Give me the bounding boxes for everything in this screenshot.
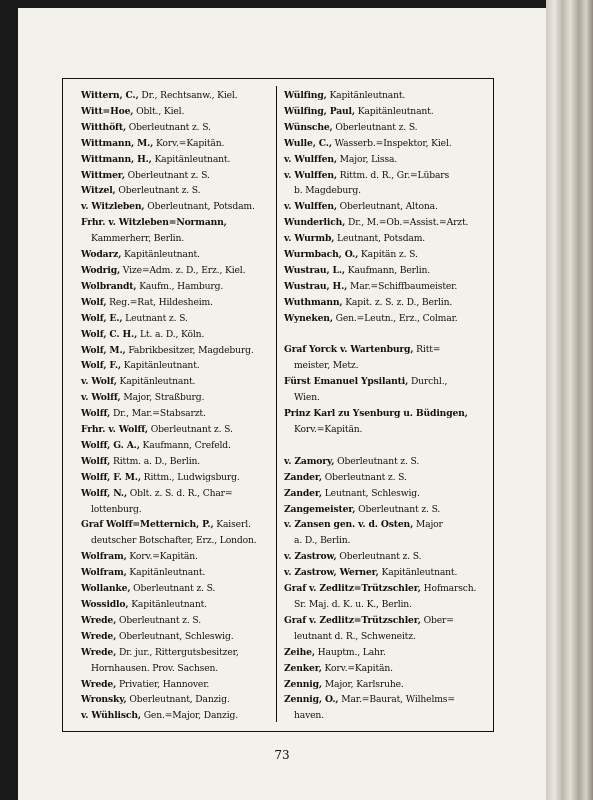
entry-name: Wolf, F., (81, 360, 121, 372)
entry-details: Major, Lissa. (336, 153, 398, 165)
entry-details: Privatier, Hannover. (116, 678, 210, 690)
entry-name: Frhr. v. Witzleben=Normann, (81, 217, 227, 229)
entry-name: v. Wurmb, (284, 233, 335, 245)
entry-details: Oberleutnant z. S. (321, 471, 407, 483)
entry-name: Wittmer, (81, 169, 125, 181)
entry-details: Oberleutnant z. S. (336, 551, 422, 563)
name-entry (284, 486, 484, 502)
name-entry (81, 422, 273, 438)
name-entry (81, 343, 273, 359)
entry-name: Wülfing, Paul, (284, 105, 355, 117)
entry-name: Wyneken, (284, 312, 333, 324)
name-entry (284, 311, 484, 327)
entry-name: Wolff, (81, 408, 111, 420)
entry-details: Kapitän z. S. (358, 249, 418, 261)
entry-name: v. Witzleben, (81, 201, 145, 213)
name-entry (81, 517, 273, 533)
name-entry (284, 168, 484, 184)
entry-details: Oberleutnant, Danzig. (126, 694, 230, 706)
entry-details: Kapitänleutnant. (126, 567, 206, 579)
entry-name: Zander, (284, 471, 322, 483)
entry-continuation: a. D., Berlin. (294, 535, 351, 547)
entry-name: Graf Wolff=Metternich, P., (81, 519, 214, 531)
entry-details: Dr., Mar.=Stabsarzt. (110, 408, 206, 420)
entry-name: Wittern, C., (81, 90, 139, 101)
entry-name: Witthöft, (81, 121, 126, 133)
name-entry (81, 279, 273, 295)
name-entry (81, 199, 273, 215)
entry-name: Zennig, O., (284, 694, 339, 706)
left-column (81, 88, 273, 724)
entry-details: Oberleutnant z. S. (126, 121, 211, 133)
name-entry (81, 374, 273, 390)
entry-name: Witzel, (81, 185, 116, 197)
entry-name: Wossidlo, (81, 599, 129, 610)
entry-name: Wustrau, L., (284, 264, 345, 276)
entry-details: Oblt. z. S. d. R., Char= (127, 487, 233, 499)
entry-name: Wuthmann, (284, 296, 343, 308)
name-entry (284, 517, 484, 533)
entry-name: Wolff, F. M., (81, 471, 141, 483)
name-entry (284, 152, 484, 168)
name-entry (81, 692, 273, 708)
entry-name: Wodrig, (81, 264, 121, 276)
name-entry (81, 549, 273, 565)
entry-name: v. Wühlisch, (81, 710, 141, 722)
name-entry (81, 454, 273, 470)
page-number: 73 (274, 748, 290, 762)
entry-details: Oberleutnant z. S. (147, 424, 233, 436)
entry-details: Oblt., Kiel. (133, 105, 185, 117)
entry-name: Wünsche, (284, 121, 333, 133)
entry-name: Wunderlich, (284, 217, 346, 229)
entry-name: Wittmann, M., (81, 137, 154, 149)
name-entry (284, 454, 484, 470)
name-entry (81, 406, 273, 422)
name-entry (81, 645, 273, 661)
entry-name: Wrede, (81, 678, 117, 690)
name-entry (284, 565, 484, 581)
name-entry (81, 629, 273, 645)
name-entry (81, 152, 273, 168)
entry-continuation: lottenburg. (91, 503, 142, 515)
entry-name: Prinz Karl zu Ysenburg u. Büdingen, (284, 408, 468, 420)
entry-details: Kaiserl. (213, 519, 251, 531)
entry-details: Kapitänleutnant. (120, 360, 200, 372)
entry-name: Zenker, (284, 662, 322, 674)
entry-name: Wurmbach, O., (284, 249, 359, 261)
entry-name: Wolbrandt, (81, 280, 137, 292)
entry-name: Wolfram, (81, 567, 127, 579)
name-entry (81, 295, 273, 311)
name-entry (284, 692, 484, 708)
name-entry (284, 677, 484, 693)
right-column (284, 88, 484, 724)
entry-details: Kapitänleutnant. (116, 376, 196, 388)
name-entry (81, 470, 273, 486)
name-entry (284, 661, 484, 677)
entry-name: Wrede, (81, 646, 117, 658)
entry-details: Mar.=Schiffbaumeister. (347, 280, 458, 292)
entry-name: v. Wulffen, (284, 169, 337, 181)
entry-details: Dr., M.=Ob.=Assist.=Arzt. (345, 217, 469, 229)
entry-name: Wolff, G. A., (81, 439, 140, 451)
entry-details: Oberleutnant, Schleswig. (116, 630, 234, 642)
name-entry (284, 374, 484, 390)
entry-continuation: meister, Metz. (294, 360, 359, 372)
entry-details: Oberleutnant z. S. (355, 503, 441, 515)
entry-name: Frhr. v. Wolff, (81, 424, 148, 436)
name-entry (284, 406, 484, 422)
name-entry (81, 708, 273, 724)
entry-continuation: Wien. (294, 392, 320, 404)
entry-name: v. Wolff, (81, 392, 121, 404)
entry-name: Wolf, E., (81, 312, 123, 324)
entry-name: v. Wulffen, (284, 153, 337, 165)
name-entry (81, 581, 273, 597)
name-entry (284, 613, 484, 629)
entry-details: Kapitänleutnant. (326, 90, 406, 101)
entry-details: Major, Karlsruhe. (321, 678, 404, 690)
name-entry (81, 677, 273, 693)
name-entry (81, 597, 273, 613)
entry-name: Graf Yorck v. Wartenburg, (284, 344, 414, 356)
name-entry (284, 120, 484, 136)
entry-details: Rittm. d. R., Gr.=Lübars (336, 169, 450, 181)
entry-details: Rittm., Ludwigsburg. (140, 471, 240, 483)
name-entry (81, 358, 273, 374)
entry-name: v. Zastrow, Werner, (284, 567, 379, 579)
entry-name: Wolff, (81, 455, 111, 467)
entry-name: Zangemeister, (284, 503, 356, 515)
name-entry (284, 295, 484, 311)
entry-details: Rittm. a. D., Berlin. (110, 455, 201, 467)
name-entry (284, 247, 484, 263)
entry-details: Leutnant, Schleswig. (321, 487, 420, 499)
name-entry (81, 263, 273, 279)
name-entry (81, 136, 273, 152)
name-entry (284, 279, 484, 295)
name-entry (81, 327, 273, 343)
entry-details: Major (413, 519, 443, 531)
entry-name: Wrede, (81, 630, 117, 642)
entry-details: Fabrikbesitzer, Magdeburg. (125, 344, 254, 356)
name-entry (284, 502, 484, 518)
name-entry (81, 486, 273, 502)
column-divider (276, 86, 277, 722)
entry-continuation: haven. (294, 710, 324, 722)
entry-continuation: Hornhausen. Prov. Sachsen. (91, 662, 219, 674)
entry-name: v. Zastrow, (284, 551, 337, 563)
name-entry (81, 390, 273, 406)
entry-details: Ritt= (413, 344, 441, 356)
entry-name: Wolf, M., (81, 344, 126, 356)
entry-name: v. Zamory, (284, 455, 335, 467)
name-entry (284, 136, 484, 152)
entry-details: Leutnant, Potsdam. (334, 233, 426, 245)
name-entry (81, 104, 273, 120)
entry-name: Zander, (284, 487, 322, 499)
entry-details: Vize=Adm. z. D., Erz., Kiel. (120, 264, 246, 276)
entry-details: Kapit. z. S. z. D., Berlin. (342, 296, 453, 308)
entry-continuation: b. Magdeburg. (294, 185, 361, 197)
entry-name: Graf v. Zedlitz=Trützschler, (284, 583, 421, 595)
entry-details: Wasserb.=Inspektor, Kiel. (331, 137, 452, 149)
name-entry (284, 342, 484, 358)
entry-details: Korv.=Kapitän. (126, 551, 198, 563)
entry-details: Oberleutnant z. S. (334, 455, 420, 467)
entry-details: Reg.=Rat, Hildesheim. (106, 296, 213, 308)
entry-name: Wittmann, H., (81, 153, 152, 165)
name-entry (81, 247, 273, 263)
entry-details: Durchl., (408, 376, 448, 388)
name-entry (81, 88, 273, 104)
entry-details: Leutnant z. S. (122, 312, 188, 324)
name-entry (284, 215, 484, 231)
entry-details: Major, Straßburg. (120, 392, 205, 404)
name-entry (81, 565, 273, 581)
name-entry (81, 215, 273, 231)
entry-details: Mar.=Baurat, Wilhelms= (338, 694, 455, 706)
entry-name: Wulle, C., (284, 137, 332, 149)
name-entry (81, 613, 273, 629)
entry-continuation: leutnant d. R., Schweneitz. (294, 630, 416, 642)
name-entry (81, 120, 273, 136)
entry-name: v. Zansen gen. v. d. Osten, (284, 519, 414, 531)
entry-name: Zennig, (284, 678, 322, 690)
name-entry (81, 183, 273, 199)
entry-details: Korv.=Kapitän. (321, 662, 393, 674)
entry-details: Hauptm., Lahr. (314, 646, 386, 658)
name-entry (284, 104, 484, 120)
entry-details: Kaufm., Hamburg. (136, 280, 224, 292)
entry-details: Kapitänleutnant. (378, 567, 458, 579)
entry-name: Wustrau, H., (284, 280, 348, 292)
entry-name: Wolf, C. H., (81, 328, 138, 340)
entry-details: Oberleutnant, Altona. (336, 201, 438, 213)
name-entry (81, 311, 273, 327)
entry-details: Ober= (420, 614, 454, 626)
section-gap (284, 438, 484, 454)
entry-name: Wronsky, (81, 694, 127, 706)
entry-name: Fürst Emanuel Ypsilanti, (284, 376, 409, 388)
entry-details: Oberleutnant z. S. (115, 185, 201, 197)
entry-name: Wolf, (81, 296, 107, 308)
entry-name: v. Wolf, (81, 376, 117, 388)
entry-continuation: Sr. Maj. d. K. u. K., Berlin. (294, 598, 412, 610)
name-entry (284, 645, 484, 661)
name-entry (284, 231, 484, 247)
entry-name: Wrede, (81, 614, 117, 626)
entry-details: Kaufmann, Crefeld. (139, 439, 231, 451)
entry-details: Oberleutnant z. S. (332, 121, 418, 133)
entry-details: Kapitänleutnant. (128, 599, 207, 610)
entry-name: Wollanke, (81, 583, 131, 595)
entry-continuation: deutscher Botschafter, Erz., London. (91, 535, 257, 547)
entry-details: Oberleutnant z. S. (116, 614, 201, 626)
entry-name: Wolfram, (81, 551, 127, 563)
entry-details: Gen.=Major, Danzig. (140, 710, 239, 722)
entry-name: Graf v. Zedlitz=Trützschler, (284, 614, 421, 626)
name-entry (81, 168, 273, 184)
entry-name: Wülfing, (284, 90, 327, 101)
book-page (18, 8, 546, 800)
entry-continuation: Kammerherr, Berlin. (91, 233, 185, 245)
entry-details: Kaufmann, Berlin. (344, 264, 431, 276)
book-gutter (546, 0, 593, 800)
name-entry (284, 263, 484, 279)
entry-details: Oberleutnant, Potsdam. (144, 201, 255, 213)
entry-details: Kapitänleutnant. (151, 153, 231, 165)
entry-details: Oberleutnant z. S. (124, 169, 210, 181)
section-gap (284, 327, 484, 343)
entry-details: Dr. jur., Rittergutsbesitzer, (116, 646, 239, 658)
name-entry (284, 549, 484, 565)
entry-details: Oberleutnant z. S. (130, 583, 216, 595)
name-entry (81, 438, 273, 454)
entry-continuation: Korv.=Kapitän. (294, 424, 363, 436)
entry-name: v. Wulffen, (284, 201, 337, 213)
entry-details: Kapitänleutnant. (354, 105, 434, 117)
entry-details: Hofmarsch. (420, 583, 477, 595)
entry-details: Korv.=Kapitän. (153, 137, 225, 149)
name-entry (284, 581, 484, 597)
entry-name: Wolff, N., (81, 487, 127, 499)
entry-name: Witt=Hoe, (81, 105, 134, 117)
entry-details: Dr., Rechtsanw., Kiel. (138, 90, 238, 101)
entry-details: Kapitänleutnant. (121, 249, 200, 261)
entry-details: Gen.=Leutn., Erz., Colmar. (332, 312, 458, 324)
entry-details: Lt. a. D., Köln. (137, 328, 205, 340)
entry-name: Wodarz, (81, 249, 122, 261)
name-entry (284, 199, 484, 215)
name-entry (284, 88, 484, 104)
entry-name: Zeihe, (284, 646, 315, 658)
name-entry (284, 470, 484, 486)
